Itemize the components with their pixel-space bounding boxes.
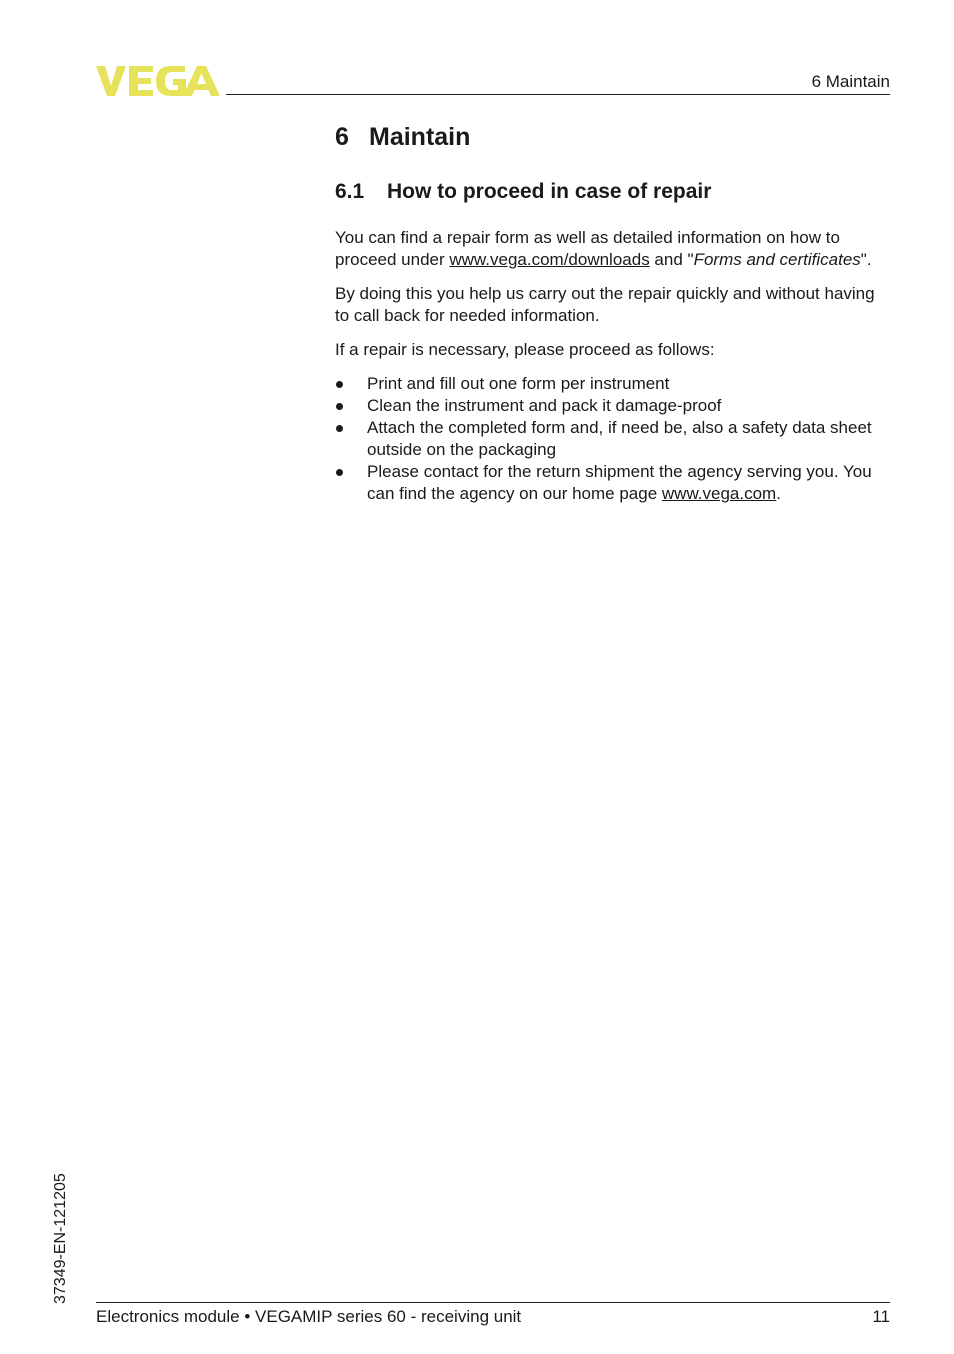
list-item: Print and fill out one form per instrument	[335, 373, 890, 395]
chapter-number: 6	[335, 123, 349, 151]
paragraph-benefit: By doing this you help us carry out the repair quickly and without having to call back for needed information.	[335, 284, 875, 325]
paragraph-text: You can find a repair form as well as detailed information on how to proceed under	[335, 228, 840, 269]
procedure-list	[335, 373, 890, 505]
list-item-text: Please contact for the return shipment the agency serving you. You can find the agency on our home page	[367, 462, 872, 503]
list-item-text: .	[776, 484, 781, 503]
vega-home-link[interactable]: www.vega.com	[661, 484, 777, 503]
paragraph-procedure-intro: If a repair is necessary, please proceed as follows:	[335, 340, 715, 359]
section-heading	[335, 177, 890, 207]
footer-rule	[96, 1302, 890, 1303]
chapter-title: Maintain	[369, 123, 471, 151]
page-number: 11	[872, 1307, 890, 1326]
paragraph-text: ".	[860, 250, 872, 269]
forms-certificates-text: Forms and certificates	[693, 250, 861, 269]
page-content	[335, 118, 890, 505]
document-code: 37349-EN-121205	[52, 1173, 69, 1304]
vega-logo	[96, 64, 220, 98]
section-title: How to proceed in case of repair	[387, 180, 712, 203]
downloads-link[interactable]: www.vega.com/downloads	[449, 250, 650, 269]
chapter-heading	[335, 118, 890, 156]
section-number: 6.1	[335, 180, 365, 203]
list-item: Clean the instrument and pack it damage-proof	[335, 395, 890, 417]
list-item: Attach the completed form and, if need be, also a safety data sheet outside on the packaging	[335, 417, 890, 461]
running-header: 6 Maintain	[811, 72, 890, 91]
list-item	[335, 461, 890, 505]
paragraph-text: and "	[649, 250, 694, 269]
paragraph-repair-form	[335, 227, 890, 271]
header-rule	[226, 94, 890, 95]
footer-title: Electronics module • VEGAMIP series 60 - receiving unit	[96, 1307, 522, 1326]
